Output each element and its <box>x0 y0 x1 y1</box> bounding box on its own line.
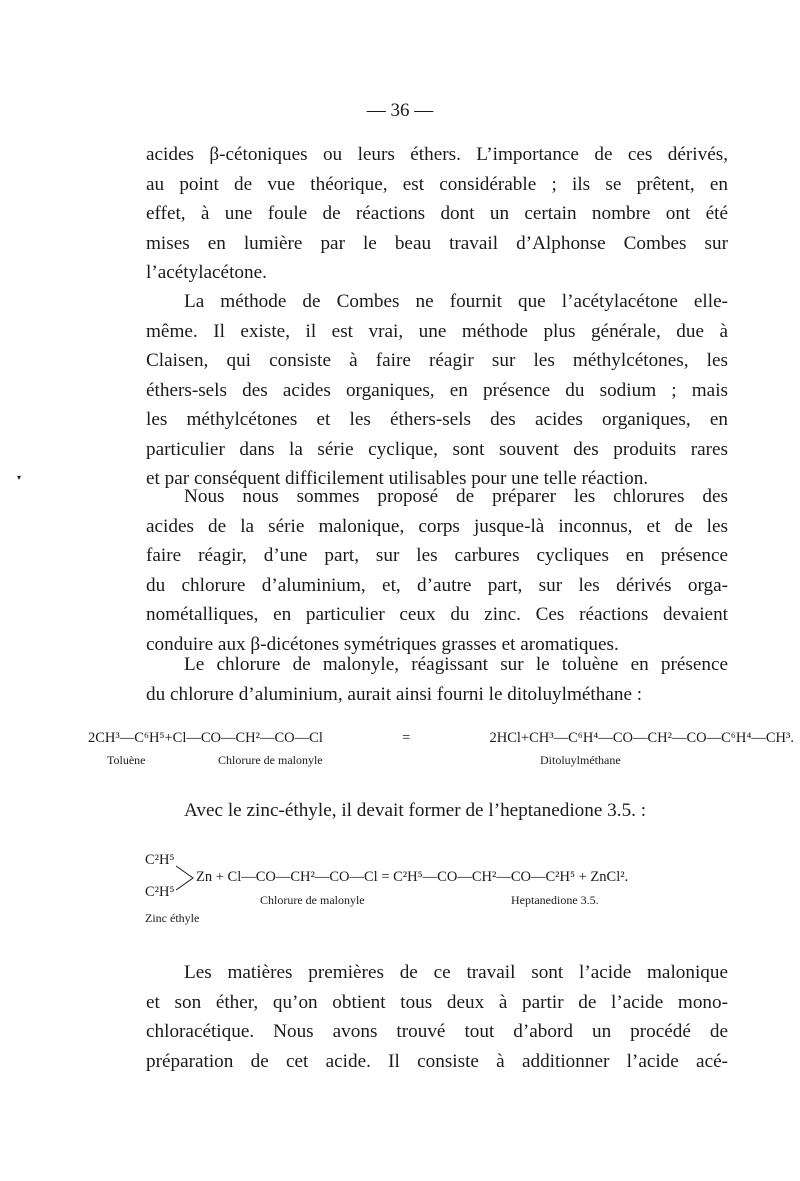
equation-zinc-ethyle: Zn + Cl—CO—CH²—CO—Cl = C²H⁵—CO—CH²—CO—C²H⁵ + ZnCl². <box>196 869 629 885</box>
text-line: acides de la série malonique, corps jusque-là inconnus, et de les <box>146 515 728 537</box>
label-heptanedione: Heptanedione 3.5. <box>511 893 599 907</box>
paragraph-2 <box>146 287 728 494</box>
text-line: La méthode de Combes ne fournit que l’acétylacétone elle- <box>184 291 728 312</box>
text-line: Les matières premières de ce travail sont l’acide malonique <box>184 962 728 983</box>
text-line: du chlorure d’aluminium, et, d’autre part, sur les dérivés orga- <box>146 574 728 596</box>
paragraph-6 <box>146 958 728 1076</box>
equation-toluene: 2CH³—C⁶H⁵+Cl—CO—CH²—CO—Cl = 2HCl+CH³—C⁶H⁴—CO—CH²—CO—C⁶H⁴—CH³. <box>88 730 794 746</box>
text-line: particulier dans la série cyclique, sont souvent des produits rares <box>146 438 728 460</box>
bracket-icon <box>174 864 196 894</box>
paragraph-1 <box>146 140 728 288</box>
text-line: acides β-cétoniques ou leurs éthers. L’importance de ces dérivés, <box>146 144 728 165</box>
ethyl-bottom: C²H⁵ <box>145 884 175 900</box>
paragraph-5: Avec le zinc-éthyle, il devait former de l’heptanedione 3.5. : <box>184 800 647 821</box>
text-line: conduire aux β-dicétones symétriques grasses et aromatiques. <box>146 633 619 655</box>
text-line: et par conséquent difficilement utilisables pour une telle réaction. <box>146 468 649 489</box>
paragraph-4 <box>146 650 728 709</box>
label-ditoluylmethane: Ditoluylméthane <box>540 753 621 767</box>
text-line: Nous nous sommes proposé de préparer les chlorures des <box>184 486 728 507</box>
text-line: effet, à une foule de réactions dont un certain nombre ont été <box>146 203 728 224</box>
text-line: du chlorure d’aluminium, aurait ainsi fourni le ditoluylméthane : <box>146 683 643 705</box>
text-line: l’acétylacétone. <box>146 262 267 283</box>
stray-mark: ▾ <box>17 473 22 482</box>
paragraph-3 <box>146 482 728 659</box>
label-chlorure-malonyle-2: Chlorure de malonyle <box>260 893 365 907</box>
page-number: — 36 — <box>366 100 434 121</box>
label-chlorure-malonyle: Chlorure de malonyle <box>218 753 323 767</box>
label-zinc-ethyle: Zinc éthyle <box>145 911 200 925</box>
text-line: Claisen, qui consiste à faire réagir sur les méthylcétones, les <box>146 350 728 371</box>
text-line: Le chlorure de malonyle, réagissant sur le toluène en présence <box>184 654 728 675</box>
text-line: faire réagir, d’une part, sur les carbures cycliques en présence <box>146 545 728 566</box>
text-line: mises en lumière par le beau travail d’Alphonse Combes sur <box>146 232 728 254</box>
text-line: et son éther, qu’on obtient tous deux à partir de l’acide mono- <box>146 991 728 1013</box>
label-toluene: Toluène <box>107 753 146 767</box>
text-line: préparation de cet acide. Il consiste à additionner l’acide acé- <box>146 1050 728 1072</box>
text-line: les méthylcétones et les éthers-sels des acides organiques, en <box>146 409 728 430</box>
text-line: au point de vue théorique, est considérable ; ils se prêtent, en <box>146 173 728 195</box>
text-line: éthers-sels des acides organiques, en présence du sodium ; mais <box>146 379 728 401</box>
text-line: nométalliques, en particulier ceux du zinc. Ces réactions devaient <box>146 604 728 625</box>
ethyl-top: C²H⁵ <box>145 852 175 868</box>
text-line: chloracétique. Nous avons trouvé tout d’abord un procédé de <box>146 1021 728 1042</box>
text-line: même. Il existe, il est vrai, une méthode plus générale, due à <box>146 320 728 342</box>
